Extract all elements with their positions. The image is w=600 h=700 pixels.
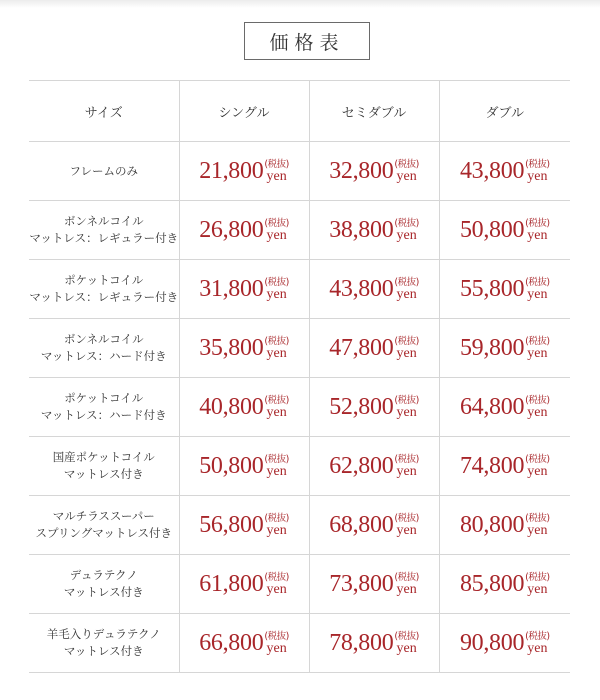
price-amount: 68,800: [329, 511, 394, 538]
tax-excluded-note: (税抜): [394, 277, 419, 288]
price-value: [329, 276, 419, 303]
row-label: マルチラススーパー スプリングマットレス付き: [29, 496, 179, 555]
price-amount: 64,800: [459, 393, 525, 420]
price-suffix: [264, 395, 288, 419]
price-cell-double: [439, 437, 570, 496]
tax-excluded-note: (税抜): [525, 218, 550, 229]
currency-unit: yen: [396, 405, 417, 420]
price-cell-semi-double: [309, 142, 439, 201]
price-suffix: [525, 218, 549, 242]
price-suffix: [394, 454, 418, 478]
price-cell-double: [439, 614, 570, 673]
price-amount: 90,800: [459, 629, 525, 656]
price-value: [460, 276, 550, 303]
price-suffix: [525, 395, 549, 419]
price-cell-semi-double: [309, 378, 439, 437]
price-suffix: [394, 395, 418, 419]
tax-excluded-note: (税抜): [525, 277, 550, 288]
price-suffix: [264, 513, 288, 537]
price-cell-semi-double: [309, 496, 439, 555]
price-value: [460, 394, 550, 421]
row-label: ボンネルコイル マットレス：レギュラー付き: [29, 201, 179, 260]
price-cell-double: [439, 378, 570, 437]
price-value: [329, 217, 419, 244]
price-suffix: [525, 336, 549, 360]
price-amount: 26,800: [199, 216, 264, 243]
currency-unit: yen: [266, 287, 287, 302]
price-value: [460, 453, 550, 480]
price-suffix: [264, 336, 288, 360]
price-value: [329, 630, 419, 657]
price-suffix: [525, 159, 549, 183]
price-value: [199, 571, 289, 598]
price-value: [199, 158, 289, 185]
price-value: [199, 394, 289, 421]
price-cell-semi-double: [309, 201, 439, 260]
row-label: ポケットコイル マットレス：ハード付き: [29, 378, 179, 437]
table-row: [29, 496, 570, 555]
price-cell-semi-double: [309, 614, 439, 673]
price-suffix: [394, 572, 418, 596]
price-cell-double: [439, 260, 570, 319]
tax-excluded-note: (税抜): [525, 336, 550, 347]
tax-excluded-note: (税抜): [394, 336, 419, 347]
price-suffix: [394, 513, 418, 537]
price-amount: 85,800: [459, 570, 525, 597]
price-value: [199, 276, 289, 303]
price-cell-double: [439, 201, 570, 260]
price-cell-single: [179, 319, 309, 378]
price-suffix: [264, 631, 288, 655]
price-suffix: [525, 454, 549, 478]
price-suffix: [525, 513, 549, 537]
price-amount: 43,800: [329, 275, 394, 302]
price-amount: 61,800: [199, 570, 264, 597]
price-suffix: [264, 572, 288, 596]
price-amount: 66,800: [199, 629, 264, 656]
currency-unit: yen: [396, 346, 417, 361]
top-shadow-bar: [0, 0, 600, 8]
currency-unit: yen: [527, 346, 548, 361]
table-row: [29, 319, 570, 378]
price-value: [460, 158, 550, 185]
header-size: サイズ: [29, 81, 179, 142]
price-value: [199, 630, 289, 657]
price-amount: 21,800: [199, 157, 264, 184]
price-amount: 50,800: [459, 216, 525, 243]
currency-unit: yen: [396, 523, 417, 538]
tax-excluded-note: (税抜): [394, 513, 419, 524]
table-row: [29, 378, 570, 437]
price-cell-single: [179, 378, 309, 437]
tax-excluded-note: (税抜): [264, 277, 289, 288]
price-suffix: [525, 277, 549, 301]
price-suffix: [264, 277, 288, 301]
price-table: [29, 80, 570, 673]
tax-excluded-note: (税抜): [394, 395, 419, 406]
price-amount: 50,800: [199, 452, 264, 479]
price-value: [329, 158, 419, 185]
currency-unit: yen: [527, 169, 548, 184]
price-value: [460, 217, 550, 244]
currency-unit: yen: [396, 582, 417, 597]
price-cell-semi-double: [309, 437, 439, 496]
price-value: [329, 453, 419, 480]
price-amount: 73,800: [329, 570, 394, 597]
tax-excluded-note: (税抜): [394, 159, 419, 170]
price-amount: 38,800: [329, 216, 394, 243]
currency-unit: yen: [266, 582, 287, 597]
price-cell-semi-double: [309, 319, 439, 378]
tax-excluded-note: (税抜): [264, 395, 289, 406]
price-table-body: [29, 142, 570, 673]
price-cell-single: [179, 260, 309, 319]
row-label: デュラテクノ マットレス付き: [29, 555, 179, 614]
currency-unit: yen: [266, 346, 287, 361]
price-suffix: [264, 159, 288, 183]
tax-excluded-note: (税抜): [264, 572, 289, 583]
price-amount: 78,800: [329, 629, 394, 656]
price-amount: 59,800: [459, 334, 525, 361]
header-row: [29, 81, 570, 142]
price-value: [329, 335, 419, 362]
price-value: [199, 512, 289, 539]
header-semi-double: セミダブル: [309, 81, 439, 142]
row-label: ボンネルコイル マットレス：ハード付き: [29, 319, 179, 378]
tax-excluded-note: (税抜): [264, 159, 289, 170]
price-cell-single: [179, 201, 309, 260]
header-single: シングル: [179, 81, 309, 142]
page-title: 価格表: [244, 22, 370, 60]
tax-excluded-note: (税抜): [264, 454, 289, 465]
price-amount: 80,800: [459, 511, 525, 538]
price-amount: 40,800: [199, 393, 264, 420]
price-amount: 55,800: [459, 275, 525, 302]
price-amount: 31,800: [199, 275, 264, 302]
price-suffix: [394, 218, 418, 242]
price-cell-single: [179, 496, 309, 555]
table-row: [29, 260, 570, 319]
price-suffix: [264, 218, 288, 242]
price-suffix: [394, 631, 418, 655]
price-cell-single: [179, 437, 309, 496]
price-value: [199, 335, 289, 362]
currency-unit: yen: [266, 641, 287, 656]
tax-excluded-note: (税抜): [525, 454, 550, 465]
price-cell-double: [439, 496, 570, 555]
price-amount: 43,800: [459, 157, 525, 184]
currency-unit: yen: [527, 641, 548, 656]
price-value: [329, 394, 419, 421]
tax-excluded-note: (税抜): [394, 572, 419, 583]
tax-excluded-note: (税抜): [394, 631, 419, 642]
currency-unit: yen: [527, 582, 548, 597]
row-label: 国産ポケットコイル マットレス付き: [29, 437, 179, 496]
price-suffix: [264, 454, 288, 478]
currency-unit: yen: [396, 169, 417, 184]
currency-unit: yen: [266, 228, 287, 243]
tax-excluded-note: (税抜): [264, 218, 289, 229]
tax-excluded-note: (税抜): [264, 631, 289, 642]
price-suffix: [525, 572, 549, 596]
table-row: [29, 555, 570, 614]
price-value: [460, 335, 550, 362]
price-amount: 32,800: [329, 157, 394, 184]
price-value: [199, 217, 289, 244]
price-suffix: [394, 277, 418, 301]
price-amount: 74,800: [459, 452, 525, 479]
tax-excluded-note: (税抜): [394, 218, 419, 229]
currency-unit: yen: [266, 405, 287, 420]
price-amount: 47,800: [329, 334, 394, 361]
price-cell-single: [179, 614, 309, 673]
price-cell-semi-double: [309, 555, 439, 614]
table-row: [29, 437, 570, 496]
tax-excluded-note: (税抜): [525, 631, 550, 642]
row-label: フレームのみ: [29, 142, 179, 201]
table-row: [29, 614, 570, 673]
price-cell-single: [179, 555, 309, 614]
price-cell-semi-double: [309, 260, 439, 319]
tax-excluded-note: (税抜): [525, 513, 550, 524]
price-value: [329, 512, 419, 539]
price-amount: 35,800: [199, 334, 264, 361]
price-amount: 62,800: [329, 452, 394, 479]
price-value: [460, 571, 550, 598]
currency-unit: yen: [527, 523, 548, 538]
price-suffix: [394, 336, 418, 360]
currency-unit: yen: [527, 405, 548, 420]
price-amount: 56,800: [199, 511, 264, 538]
currency-unit: yen: [266, 523, 287, 538]
currency-unit: yen: [396, 228, 417, 243]
price-cell-double: [439, 142, 570, 201]
row-label: 羊毛入りデュラテクノ マットレス付き: [29, 614, 179, 673]
price-value: [460, 630, 550, 657]
table-row: [29, 201, 570, 260]
currency-unit: yen: [527, 287, 548, 302]
tax-excluded-note: (税抜): [264, 336, 289, 347]
header-double: ダブル: [439, 81, 570, 142]
currency-unit: yen: [266, 464, 287, 479]
currency-unit: yen: [527, 464, 548, 479]
currency-unit: yen: [396, 464, 417, 479]
price-suffix: [525, 631, 549, 655]
table-row: [29, 142, 570, 201]
price-value: [199, 453, 289, 480]
price-cell-double: [439, 555, 570, 614]
price-cell-single: [179, 142, 309, 201]
tax-excluded-note: (税抜): [525, 395, 550, 406]
currency-unit: yen: [396, 287, 417, 302]
tax-excluded-note: (税抜): [525, 159, 550, 170]
tax-excluded-note: (税抜): [394, 454, 419, 465]
price-cell-double: [439, 319, 570, 378]
row-label: ポケットコイル マットレス：レギュラー付き: [29, 260, 179, 319]
tax-excluded-note: (税抜): [264, 513, 289, 524]
currency-unit: yen: [396, 641, 417, 656]
tax-excluded-note: (税抜): [525, 572, 550, 583]
price-value: [460, 512, 550, 539]
price-amount: 52,800: [329, 393, 394, 420]
price-value: [329, 571, 419, 598]
currency-unit: yen: [527, 228, 548, 243]
currency-unit: yen: [266, 169, 287, 184]
price-suffix: [394, 159, 418, 183]
